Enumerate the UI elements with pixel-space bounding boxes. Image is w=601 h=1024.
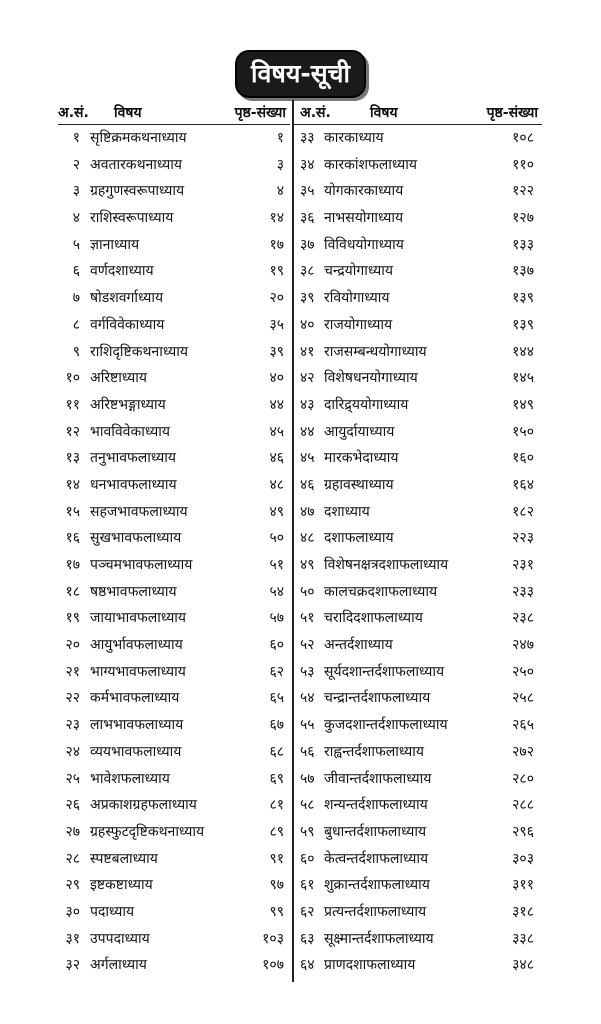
chapter-title: वर्णदशाध्याय (90, 263, 154, 280)
page-number: ४८ (269, 476, 284, 493)
page-number: २५० (512, 663, 534, 680)
serial-number: ८ (72, 316, 80, 333)
page-number: ५१ (269, 557, 284, 573)
page-number: २८८ (512, 797, 534, 814)
serial-number: ६३ (300, 930, 315, 947)
serial-number: ४९ (300, 557, 315, 573)
serial-number: २८ (65, 850, 80, 867)
serial-number: १४ (65, 476, 80, 493)
page-number: २३८ (512, 610, 534, 627)
toc-row (58, 685, 290, 712)
serial-number: २९ (65, 877, 80, 894)
serial-number: २० (65, 637, 80, 654)
page-number: ३११ (512, 877, 534, 894)
page-title: विषय-सूची (235, 50, 366, 98)
page-number: १९ (269, 263, 284, 280)
serial-number: ९ (72, 343, 80, 360)
page-number: १६४ (512, 476, 534, 493)
chapter-title: अरिष्टभङ्गाध्याय (90, 396, 166, 413)
page-number: १४४ (512, 343, 534, 360)
chapter-title: पञ्चमभावफलाध्याय (90, 557, 193, 573)
toc-row (294, 685, 542, 712)
chapter-title: अर्गलाध्याय (90, 957, 147, 974)
header-page: पृष्ठ-संख्या (486, 105, 538, 121)
page-number: १३३ (512, 236, 534, 253)
page-number: ३०३ (512, 850, 534, 867)
toc-row (294, 899, 542, 926)
chapter-title: भाग्यभावफलाध्याय (90, 663, 186, 680)
toc-row (58, 472, 290, 499)
toc-row (58, 846, 290, 873)
serial-number: ४ (72, 210, 80, 227)
serial-number: १९ (65, 610, 80, 627)
page-number: ९७ (269, 877, 284, 894)
chapter-title: सूक्ष्मान्तर्दशाफलाध्याय (324, 930, 434, 947)
toc-row (58, 792, 290, 819)
page-number: १ (276, 130, 284, 146)
page-number: २८० (512, 770, 534, 787)
chapter-title: राजसम्बन्धयोगाध्याय (324, 343, 427, 360)
header-page: पृष्ठ-संख्या (234, 105, 286, 121)
page-number: २२३ (512, 530, 534, 547)
chapter-title: लाभभावफलाध्याय (90, 717, 184, 734)
serial-number: ६ (72, 263, 80, 280)
page-number: २३१ (512, 557, 534, 573)
chapter-title: विशेषधनयोगाध्याय (324, 370, 418, 387)
chapter-title: बुधान्तर्दशाफलाध्याय (324, 823, 427, 840)
toc-row (294, 445, 542, 472)
page-number: ६९ (269, 770, 284, 787)
chapter-title: आयुर्दायाध्याय (324, 423, 395, 440)
page-number: ९१ (269, 850, 284, 867)
chapter-title: कर्मभावफलाध्याय (90, 690, 180, 707)
chapter-title: षष्ठभावफलाध्याय (90, 583, 177, 600)
page-number: २६५ (512, 717, 534, 734)
chapter-title: चन्द्रयोगाध्याय (324, 263, 394, 280)
toc-row (58, 205, 290, 232)
toc-header (58, 100, 290, 125)
chapter-title: राशिदृष्टिकथनाध्याय (90, 343, 188, 360)
toc-row (294, 178, 542, 205)
serial-number: ५६ (300, 743, 315, 760)
toc-row (294, 365, 542, 392)
chapter-title: षोडशवर्गाध्याय (90, 290, 164, 307)
serial-number: ४४ (300, 423, 315, 440)
title-area (0, 50, 601, 98)
toc-row (294, 579, 542, 606)
chapter-title: इष्टकष्टाध्याय (90, 877, 153, 894)
toc-row (294, 419, 542, 446)
chapter-title: अप्रकाशग्रहफलाध्याय (90, 797, 197, 814)
chapter-title: कारकांशफलाध्याय (324, 156, 418, 173)
page-number: ६० (269, 637, 284, 654)
toc-row (58, 632, 290, 659)
chapter-title: कालचक्रदशाफलाध्याय (324, 583, 438, 600)
toc-row (294, 499, 542, 526)
page-number: ३१८ (512, 903, 534, 920)
serial-number: ५ (72, 236, 80, 253)
chapter-title: मारकभेदाध्याय (324, 450, 399, 467)
toc-row (58, 392, 290, 419)
page-number: १३९ (512, 316, 534, 333)
toc-rows-right (294, 125, 542, 979)
serial-number: ४५ (300, 450, 315, 467)
serial-number: ५४ (300, 690, 315, 707)
page-number: १३९ (512, 290, 534, 307)
toc-row (58, 739, 290, 766)
serial-number: २५ (65, 770, 80, 787)
chapter-title: धनभावफलाध्याय (90, 476, 177, 493)
page-number: १६० (512, 450, 534, 467)
toc-row (58, 499, 290, 526)
toc-row (294, 952, 542, 979)
serial-number: १७ (65, 557, 80, 573)
chapter-title: विशेषनक्षत्रदशाफलाध्याय (324, 557, 449, 573)
serial-number: ५७ (300, 770, 315, 787)
serial-number: ५३ (300, 663, 315, 680)
serial-number: १२ (65, 423, 80, 440)
chapter-title: पदाध्याय (90, 903, 135, 920)
page-number: ४० (269, 370, 284, 387)
serial-number: ५५ (300, 717, 315, 734)
toc-row (294, 312, 542, 339)
chapter-title: तनुभावफलाध्याय (90, 450, 177, 467)
serial-number: ३ (72, 183, 80, 200)
page-number: ८९ (269, 823, 284, 840)
serial-number: १६ (65, 530, 80, 547)
page-number: १२७ (512, 210, 534, 227)
chapter-title: भावेशफलाध्याय (90, 770, 170, 787)
serial-number: ३२ (65, 957, 80, 974)
chapter-title: दारिद्र्ययोगाध्याय (324, 396, 409, 413)
serial-number: २ (72, 156, 80, 173)
toc-row (294, 712, 542, 739)
page-number: ४६ (269, 450, 284, 467)
page-number: १७ (269, 236, 284, 253)
header-subject: विषय (370, 105, 398, 121)
chapter-title: अवतारकथनाध्याय (90, 156, 183, 173)
chapter-title: ज्ञानाध्याय (90, 236, 140, 253)
toc-row (294, 846, 542, 873)
toc-row (58, 712, 290, 739)
serial-number: ५० (300, 583, 315, 600)
chapter-title: चन्द्रान्तर्दशाफलाध्याय (324, 690, 431, 707)
serial-number: १३ (65, 450, 80, 467)
chapter-title: उपपदाध्याय (90, 930, 150, 947)
toc-row (294, 739, 542, 766)
toc-row (294, 258, 542, 285)
toc-row (58, 579, 290, 606)
page-number: ८१ (269, 797, 284, 814)
serial-number: १८ (65, 583, 80, 600)
page-number: ६२ (269, 663, 284, 680)
page-number: ३५ (269, 316, 284, 333)
serial-number: ६४ (300, 957, 315, 974)
toc-row (58, 125, 290, 152)
toc-row (58, 365, 290, 392)
toc-row (58, 552, 290, 579)
chapter-title: कारकाध्याय (324, 130, 384, 146)
chapter-title: आयुर्भावफलाध्याय (90, 637, 183, 654)
toc-row (294, 339, 542, 366)
toc-row (294, 632, 542, 659)
serial-number: ४३ (300, 396, 315, 413)
toc-row (58, 232, 290, 259)
toc-row (58, 872, 290, 899)
toc-row (294, 792, 542, 819)
toc-row (58, 659, 290, 686)
serial-number: ४६ (300, 476, 315, 493)
chapter-title: अन्तर्दशाध्याय (324, 637, 393, 654)
page-number: २५८ (512, 690, 534, 707)
chapter-title: व्ययभावफलाध्याय (90, 743, 182, 760)
toc-row (294, 605, 542, 632)
serial-number: ४१ (300, 343, 315, 360)
page-number: १०८ (512, 130, 534, 146)
toc-row (294, 552, 542, 579)
serial-number: ४८ (300, 530, 315, 547)
serial-number: ७ (72, 290, 80, 307)
toc-row (294, 819, 542, 846)
serial-number: २३ (65, 717, 80, 734)
page-number: १२२ (512, 183, 534, 200)
page-number: ४ (276, 183, 284, 200)
page-number: २७२ (512, 743, 534, 760)
serial-number: ३८ (300, 263, 315, 280)
page-number: ३४८ (512, 957, 534, 974)
chapter-title: जीवान्तर्दशाफलाध्याय (324, 770, 432, 787)
page-number: ६७ (269, 717, 284, 734)
serial-number: ३३ (300, 130, 315, 146)
page-number: ३ (276, 156, 284, 173)
chapter-title: अरिष्टाध्याय (90, 370, 147, 387)
serial-number: ३७ (300, 236, 315, 253)
serial-number: ४७ (300, 503, 315, 520)
chapter-title: वर्गविवेकाध्याय (90, 316, 165, 333)
serial-number: २७ (65, 823, 80, 840)
page-number: १४९ (512, 396, 534, 413)
page-number: ५० (269, 530, 284, 547)
page-number: १०३ (262, 930, 284, 947)
page-number: ११० (512, 156, 534, 173)
toc-row (58, 926, 290, 953)
toc-row (294, 392, 542, 419)
toc-row (58, 258, 290, 285)
serial-number: ३५ (300, 183, 315, 200)
chapter-title: चरादिदशाफलाध्याय (324, 610, 423, 627)
chapter-title: कुजदशान्तर्दशाफलाध्याय (324, 717, 448, 734)
toc-rows-left (58, 125, 290, 979)
chapter-title: ग्रहगुणस्वरूपाध्याय (90, 183, 185, 200)
chapter-title: राह्वन्तर्दशाफलाध्याय (324, 743, 424, 760)
toc-row (294, 285, 542, 312)
page-number: ६८ (269, 743, 284, 760)
chapter-title: स्पष्टबलाध्याय (90, 850, 158, 867)
toc-row (58, 152, 290, 179)
chapter-title: सुखभावफलाध्याय (90, 530, 182, 547)
serial-number: ४२ (300, 370, 315, 387)
serial-number: १५ (65, 503, 80, 520)
chapter-title: प्राणदशाफलाध्याय (324, 957, 416, 974)
page-number: १४ (269, 210, 284, 227)
serial-number: ५२ (300, 637, 315, 654)
chapter-title: राजयोगाध्याय (324, 316, 393, 333)
chapter-title: रवियोगाध्याय (324, 290, 390, 307)
toc-row (294, 152, 542, 179)
serial-number: ५८ (300, 797, 315, 814)
toc-row (294, 926, 542, 953)
serial-number: ५१ (300, 610, 315, 627)
chapter-title: जायाभावफलाध्याय (90, 610, 187, 627)
toc-row (58, 445, 290, 472)
chapter-title: प्रत्यन्तर्दशाफलाध्याय (324, 903, 427, 920)
page-number: ३३८ (512, 930, 534, 947)
chapter-title: शुक्रान्तर्दशाफलाध्याय (324, 877, 430, 894)
serial-number: ५९ (300, 823, 315, 840)
toc-row (294, 872, 542, 899)
chapter-title: दशाफलाध्याय (324, 530, 394, 547)
page-number: ९९ (269, 903, 284, 920)
chapter-title: भावविवेकाध्याय (90, 423, 170, 440)
serial-number: ३४ (300, 156, 315, 173)
page-number: १३७ (512, 263, 534, 280)
chapter-title: नाभसयोगाध्याय (324, 210, 404, 227)
serial-number: २१ (65, 663, 80, 680)
chapter-title: केत्वन्तर्दशाफलाध्याय (324, 850, 429, 867)
page-number: १८२ (512, 503, 534, 520)
serial-number: ४० (300, 316, 315, 333)
page-number: ३९ (269, 343, 284, 360)
chapter-title: सृष्टिक्रमकथनाध्याय (90, 130, 187, 146)
page-number: २४७ (512, 637, 534, 654)
chapter-title: ग्रहावस्थाध्याय (324, 476, 394, 493)
toc-left-column (58, 100, 290, 979)
toc-row (294, 125, 542, 152)
page-number: १०७ (262, 957, 284, 974)
page-number: ५४ (269, 583, 284, 600)
chapter-title: सूर्यदशान्तर्दशाफलाध्याय (324, 663, 445, 680)
toc-row (294, 766, 542, 793)
toc-row (58, 419, 290, 446)
serial-number: २६ (65, 797, 80, 814)
toc-right-column (292, 100, 542, 982)
serial-number: ११ (65, 396, 80, 413)
toc-row (294, 525, 542, 552)
toc-row (58, 819, 290, 846)
serial-number: १ (72, 130, 80, 146)
toc-row (58, 605, 290, 632)
toc-row (58, 766, 290, 793)
toc-row (58, 178, 290, 205)
serial-number: २४ (65, 743, 80, 760)
toc-row (58, 899, 290, 926)
serial-number: ३९ (300, 290, 315, 307)
header-serial: अ.सं. (58, 105, 89, 121)
page-number: २९६ (512, 823, 534, 840)
page-number: ६५ (269, 690, 284, 707)
chapter-title: राशिस्वरूपाध्याय (90, 210, 174, 227)
toc-row (58, 312, 290, 339)
page-number: ५७ (269, 610, 284, 627)
serial-number: ६० (300, 850, 315, 867)
chapter-title: सहजभावफलाध्याय (90, 503, 188, 520)
page-number: १४५ (512, 370, 534, 387)
page-number: ४९ (269, 503, 284, 520)
header-serial: अ.सं. (300, 105, 331, 121)
toc-row (294, 205, 542, 232)
serial-number: २२ (65, 690, 80, 707)
chapter-title: दशाध्याय (324, 503, 370, 520)
page-number: ४४ (269, 396, 284, 413)
serial-number: ३६ (300, 210, 315, 227)
chapter-title: ग्रहस्फुटदृष्टिकथनाध्याय (90, 823, 205, 840)
toc-row (58, 285, 290, 312)
chapter-title: शन्यन्तर्दशाफलाध्याय (324, 797, 428, 814)
toc-row (58, 339, 290, 366)
chapter-title: विविधयोगाध्याय (324, 236, 404, 253)
serial-number: ६२ (300, 903, 315, 920)
toc-header (294, 100, 542, 125)
page-number: १५० (512, 423, 534, 440)
toc-row (294, 472, 542, 499)
toc-row (58, 952, 290, 979)
page-number: २० (269, 290, 284, 307)
page-number: ४५ (269, 423, 284, 440)
toc-row (294, 659, 542, 686)
serial-number: ३० (65, 903, 80, 920)
header-subject: विषय (114, 105, 142, 121)
serial-number: ३१ (65, 930, 80, 947)
serial-number: ६१ (300, 877, 315, 894)
toc-row (294, 232, 542, 259)
toc-row (58, 525, 290, 552)
serial-number: १० (65, 370, 80, 387)
page-number: २३३ (512, 583, 534, 600)
chapter-title: योगकारकाध्याय (324, 183, 404, 200)
